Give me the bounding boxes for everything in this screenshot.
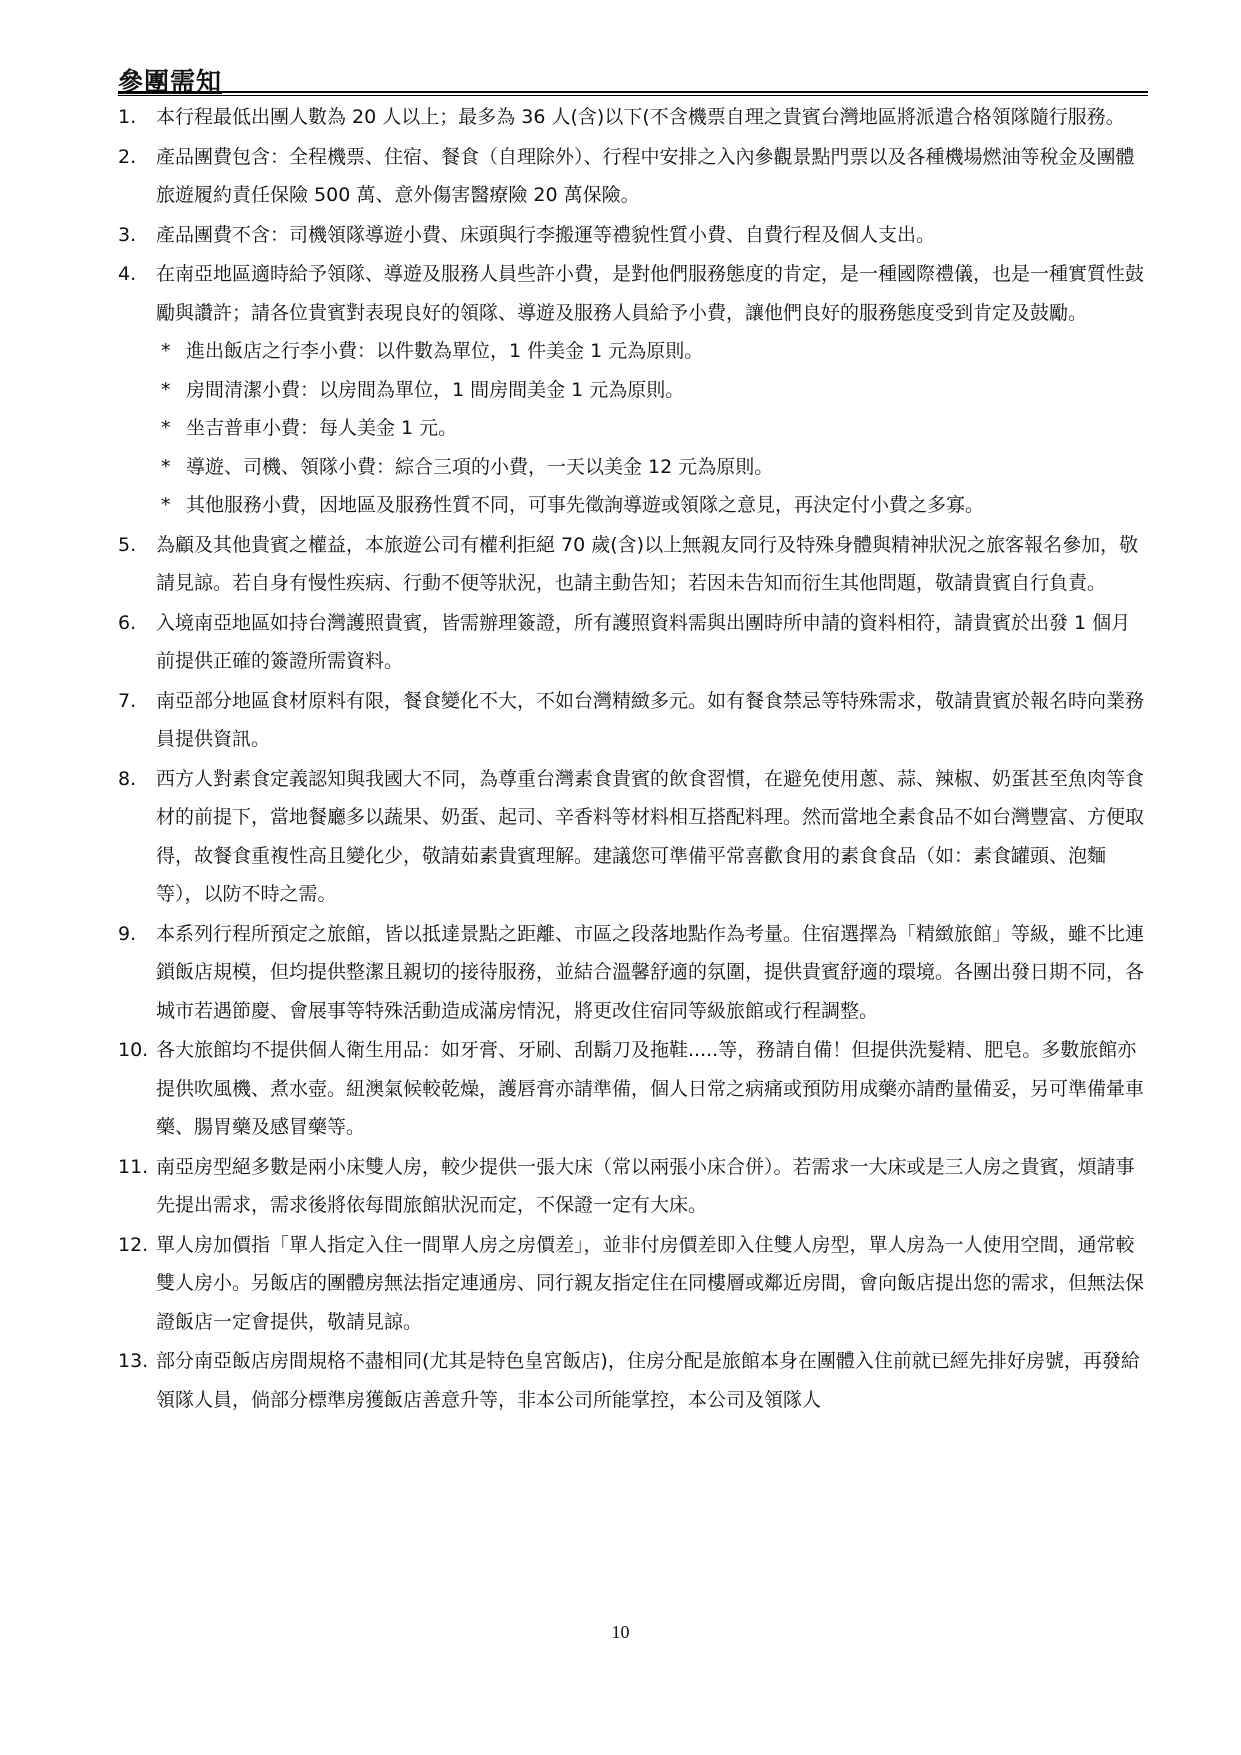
tip-text: 其他服務小費，因地區及服務性質不同，可事先徵詢導遊或領隊之意見，再決定付小費之多寡。	[186, 494, 985, 516]
star-bullet: *	[161, 455, 171, 478]
list-item	[118, 255, 1148, 525]
item-number: 7.	[118, 689, 137, 712]
item-text: 在南亞地區適時給予領隊、導遊及服務人員些許小費，是對他們服務態度的肯定，是一種國際禮儀，也是一種實質性鼓勵與讚許；請各位貴賓對表現良好的領隊、導遊及服務人員給予小費，讓他們良好的服務態度受到肯定及鼓勵。	[156, 263, 1145, 324]
tip-text: 進出飯店之行李小費：以件數為單位，1 件美金 1 元為原則。	[186, 340, 704, 362]
list-item	[118, 98, 1148, 137]
page-number: 10	[611, 1622, 630, 1642]
item-text: 入境南亞地區如持台灣護照貴賓，皆需辦理簽證，所有護照資料需與出團時所申請的資料相符，請貴賓於出發 1 個月前提供正確的簽證所需資料。	[156, 611, 1131, 672]
item-text: 單人房加價指「單人指定入住一間單人房之房價差」，並非付房價差即入住雙人房型，單人房為一人使用空間，通常較雙人房小。另飯店的團體房無法指定連通房、同行親友指定住在同樓層或鄰近房間，會向飯店提出您的需求，但無法保證飯店一定會提供，敬請見諒。	[156, 1233, 1145, 1333]
item-number: 8.	[118, 767, 137, 790]
star-bullet: *	[161, 494, 171, 516]
item-number: 6.	[118, 611, 137, 634]
star-bullet: *	[161, 417, 171, 439]
list-item	[118, 1342, 1148, 1419]
item-number: 9.	[118, 922, 137, 945]
list-item	[118, 682, 1148, 759]
tip-text: 坐吉普車小費：每人美金 1 元。	[186, 417, 458, 439]
item-text: 各大旅館均不提供個人衛生用品：如牙膏、牙刷、刮鬍刀及拖鞋.....等，務請自備！但提供洗髮精、肥皂。多數旅館亦提供吹風機、煮水壺。紐澳氣候較乾燥，護唇膏亦請準備，個人日常之病痛或預防用成藥亦請酌量備妥，另可準備暈車藥、腸胃藥及感冒藥等。	[156, 1039, 1145, 1138]
item-text: 部分南亞飯店房間規格不盡相同(尤其是特色皇宮飯店)，住房分配是旅館本身在團體入住前就已經先排好房號，再發給領隊人員，倘部分標準房獲飯店善意升等，非本公司所能掌控，本公司及領隊人	[156, 1350, 1140, 1411]
tip-item	[156, 409, 1148, 448]
list-item	[118, 216, 1148, 255]
item-text: 本行程最低出團人數為 20 人以上；最多為 36 人(含)以下(不含機票自理之貴賓台灣地區將派遣合格領隊隨行服務。	[156, 106, 1125, 128]
list-item	[118, 1148, 1148, 1225]
tip-item	[156, 448, 1148, 487]
title-block	[118, 60, 1148, 96]
item-text: 本系列行程所預定之旅館，皆以抵達景點之距離、市區之段落地點作為考量。住宿選擇為「精緻旅館」等級，雖不比連鎖飯店規模，但均提供整潔且親切的接待服務，並結合溫馨舒適的氛圍，提供貴賓舒適的環境。各團出發日期不同，各城市若遇節慶、會展事等特殊活動造成滿房情況，將更改住宿同等級旅館或行程調整。	[156, 922, 1145, 1022]
tip-item	[156, 371, 1148, 410]
list-item	[118, 1031, 1148, 1147]
title-rule-thin	[118, 95, 1148, 96]
list-item	[118, 138, 1148, 215]
tip-text: 房間清潔小費：以房間為單位，1 間房間美金 1 元為原則。	[186, 378, 685, 401]
title-rule-thick	[118, 91, 1148, 93]
item-text: 西方人對素食定義認知與我國大不同，為尊重台灣素食貴賓的飲食習慣，在避免使用蔥、蒜、辣椒、奶蛋甚至魚肉等食材的前提下，當地餐廳多以蔬果、奶蛋、起司、辛香料等材料相互搭配料理。然而當地全素食品不如台灣豐富、方便取得，故餐食重複性高且變化少，敬請茹素貴賓理解。建議您可準備平常喜歡食用的素食食品（如：素食罐頭、泡麵等），以防不時之需。	[156, 767, 1145, 905]
item-text: 為顧及其他貴賓之權益，本旅遊公司有權利拒絕 70 歲(含)以上無親友同行及特殊身體與精神狀況之旅客報名參加，敬請見諒。若自身有慢性疾病、行動不便等狀況，也請主動告知；若因未告知而衍生其他問題，敬請貴賓自行負責。	[156, 533, 1139, 594]
tip-item	[156, 332, 1148, 371]
page-title: 參團需知	[118, 67, 223, 96]
list-item	[118, 526, 1148, 603]
notice-list	[118, 98, 1148, 1419]
item-text: 產品團費包含：全程機票、住宿、餐食（自理除外）、行程中安排之入內參觀景點門票以及各種機場燃油等稅金及團體旅遊履約責任保險 500 萬、意外傷害醫療險 20 萬保險。	[156, 145, 1135, 206]
item-number: 2.	[118, 145, 137, 168]
list-item	[118, 1226, 1148, 1342]
list-item	[118, 760, 1148, 914]
item-number: 11.	[118, 1155, 149, 1178]
list-item	[118, 604, 1148, 681]
tip-item	[156, 486, 1148, 525]
item-number: 5.	[118, 533, 137, 556]
star-bullet: *	[161, 340, 171, 362]
item-number: 3.	[118, 223, 137, 246]
star-bullet: *	[161, 378, 171, 401]
item-text: 南亞部分地區食材原料有限，餐食變化不大，不如台灣精緻多元。如有餐食禁忌等特殊需求，敬請貴賓於報名時向業務員提供資訊。	[156, 689, 1145, 750]
list-item	[118, 915, 1148, 1031]
item-number: 13.	[118, 1350, 149, 1372]
tip-list	[156, 332, 1148, 525]
document-page	[118, 60, 1148, 1420]
item-number: 4.	[118, 263, 137, 285]
item-number: 1.	[118, 106, 137, 128]
tip-text: 導遊、司機、領隊小費：綜合三項的小費，一天以美金 12 元為原則。	[186, 455, 774, 478]
item-text: 南亞房型絕多數是兩小床雙人房，較少提供一張大床（常以兩張小床合併）。若需求一大床或是三人房之貴賓，煩請事先提出需求，需求後將依每間旅館狀況而定，不保證一定有大床。	[156, 1155, 1135, 1216]
item-text: 產品團費不含：司機領隊導遊小費、床頭與行李搬運等禮貌性質小費、自費行程及個人支出。	[156, 223, 936, 246]
item-number: 12.	[118, 1233, 149, 1256]
item-number: 10.	[118, 1039, 149, 1061]
